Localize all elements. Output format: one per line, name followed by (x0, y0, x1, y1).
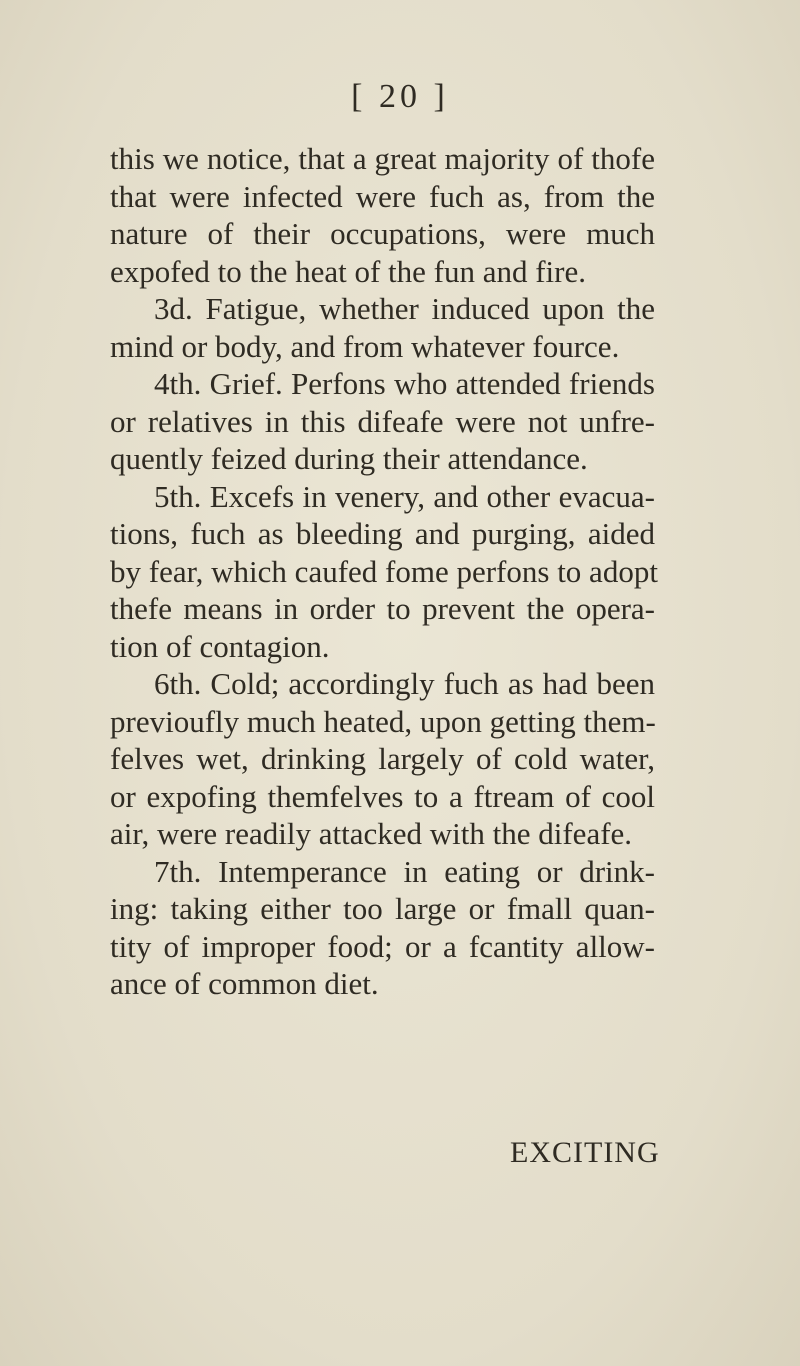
text-line: or relatives in this difeafe were not unfre- (110, 403, 655, 439)
text-line: that were infected were fuch as, from the (110, 178, 655, 214)
text-line: or expofing themfelves to a ftream of cool (110, 778, 655, 814)
text-line: nature of their occupations, were much (110, 216, 655, 251)
text-line: mind or body, and from whatever fource. (110, 328, 620, 364)
text-line: ance of common diet. (110, 966, 379, 1001)
text-line: tity of improper food; or a fcantity allow- (110, 928, 655, 964)
page-number: [ 20 ] (351, 78, 449, 115)
text-line: ing: taking either too large or fmall quan- (110, 891, 655, 926)
text-line: this we notice, that a great majority of thofe (110, 141, 655, 176)
text-line: quently feized during their attendance. (110, 441, 588, 476)
text-line: felves wet, drinking largely of cold water, (110, 741, 655, 776)
text-line: previoufly much heated, upon getting them- (110, 703, 656, 739)
text-line: 4th. Grief. Perfons who attended friends (154, 366, 655, 401)
text-line: by fear, which caufed fome perfons to adopt (110, 553, 658, 589)
text-line: 5th. Excefs in venery, and other evacua- (154, 478, 655, 514)
text-line: 6th. Cold; accordingly fuch as had been (154, 666, 655, 701)
text-line: 3d. Fatigue, whether induced upon the (154, 291, 655, 326)
text-line: expofed to the heat of the fun and fire. (110, 253, 587, 289)
text-line: air, were readily attacked with the difeafe. (110, 816, 633, 851)
text-line: tion of contagion. (110, 628, 330, 664)
text-line: thefe means in order to prevent the opera- (110, 591, 655, 626)
body-text (110, 140, 658, 1003)
catchword: EXCITING (510, 1136, 660, 1169)
text-line: 7th. Intemperance in eating or drink- (154, 853, 655, 889)
text-line: tions, fuch as bleeding and purging, aided (110, 516, 655, 551)
